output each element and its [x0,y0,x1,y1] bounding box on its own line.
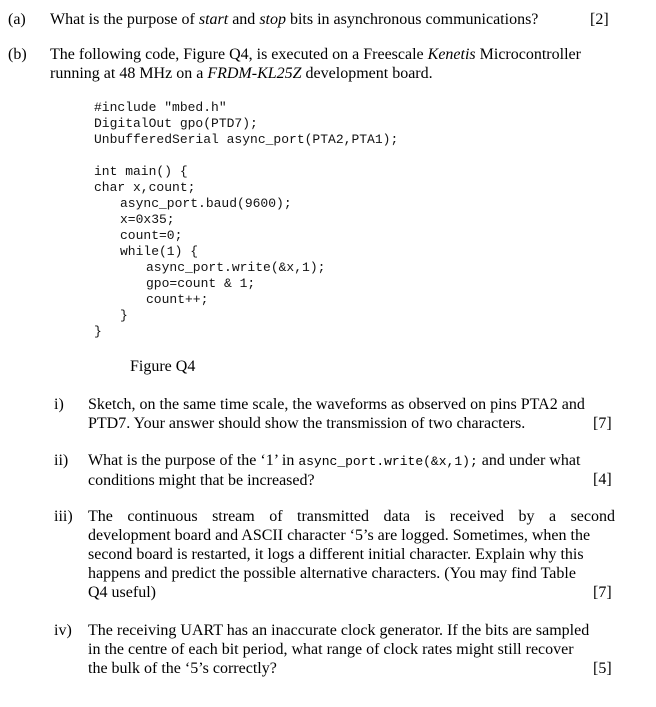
question-i-label: i) [54,396,64,413]
question-iii-line-4: happens and predict the possible alternative characters. (You may find Table [88,565,576,582]
code-line: } [120,308,128,323]
question-ii-line-2: conditions might that be increased? [88,472,315,489]
question-ii-label: ii) [54,452,69,469]
part-a-marks: [2] [590,11,609,28]
code-line: UnbufferedSerial async_port(PTA2,PTA1); [94,132,399,147]
question-ii-text [88,451,615,490]
question-iv-marks: [5] [593,660,612,677]
code-line: } [94,324,102,339]
question-iii-line-1: The continuous stream of transmitted data is received by a second [88,508,615,525]
figure-caption: Figure Q4 [130,358,196,375]
code-line: #include "mbed.h" [94,100,227,115]
code-line: async_port.baud(9600); [120,196,292,211]
code-line: count=0; [120,228,183,243]
code-line: int main() { [94,164,188,179]
question-iv-line-1: The receiving UART has an inaccurate clock generator. If the bits are sampled [88,622,590,639]
question-i-text [88,395,615,433]
code-line: count++; [146,292,209,307]
part-b-label: (b) [8,46,27,63]
code-line: x=0x35; [120,212,175,227]
part-a-label: (a) [8,11,26,28]
question-iii-label: iii) [54,508,73,525]
question-iii-line-3: second board is restarted, it logs a different initial character. Explain why this [88,546,584,563]
question-ii-marks: [4] [593,471,612,488]
code-line: char x,count; [94,180,196,195]
question-iv-text [88,621,615,678]
part-b-intro [50,45,615,83]
question-iii-line-2: development board and ASCII character ‘5’s are logged. Sometimes, when the [88,527,591,544]
part-a-question: What is the purpose of start and stop bits in asynchronous communications? [50,11,539,28]
code-line: DigitalOut gpo(PTD7); [94,116,258,131]
question-iv-line-2: in the centre of each bit period, what range of clock rates might still recover [88,641,574,658]
question-i-marks: [7] [593,415,612,432]
part-b-line-2: running at 48 MHz on a FRDM-KL25Z development board. [50,65,433,82]
question-i-line-1: Sketch, on the same time scale, the waveforms as observed on pins PTA2 and [88,396,585,413]
code-line: async_port.write(&x,1); [146,260,326,275]
question-ii-line-1: What is the purpose of the ‘1’ in async_port.write(&x,1); and under what [88,452,581,469]
question-iv-line-3: the bulk of the ‘5’s correctly? [88,660,277,677]
question-iv-label: iv) [54,622,72,639]
question-iii-line-5: Q4 useful) [88,584,156,601]
question-iii-marks: [7] [593,584,612,601]
part-b-line-1: The following code, Figure Q4, is executed on a Freescale Kenetis Microcontroller [50,46,581,63]
question-i-line-2: PTD7. Your answer should show the transmission of two characters. [88,415,526,432]
code-line: gpo=count & 1; [146,276,256,291]
code-line: while(1) { [120,244,199,259]
question-iii-text [88,507,615,602]
